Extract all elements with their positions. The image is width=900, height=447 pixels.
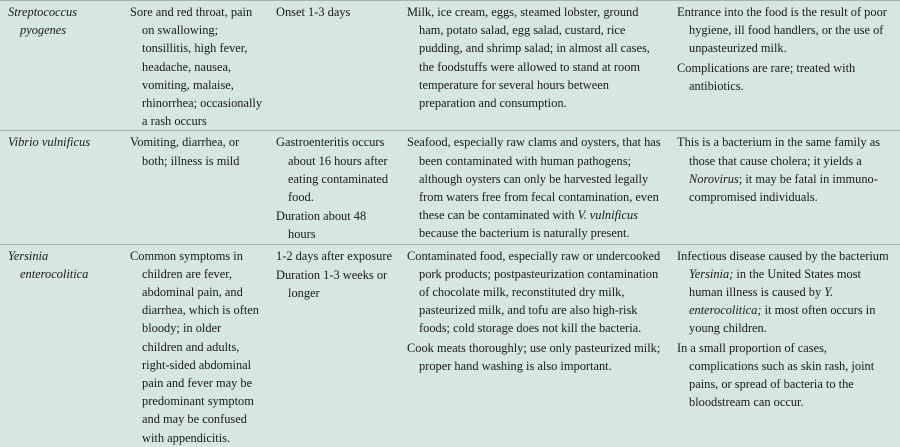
- onset-text: Onset 1-3 days: [276, 5, 351, 19]
- symptoms-text: Common symptoms in children are fever, abdominal pain, and diarrhea, which is often bloody; in older children and adults, right-sided abdominal pain and fever may be predominant symptom and may be confused with appendicitis.: [130, 248, 259, 445]
- onset-text: Duration 1-3 weeks or longer: [276, 267, 388, 301]
- organism-cell: [0, 244, 124, 447]
- organism-name: Streptococcus pyogenes: [8, 5, 78, 38]
- onset-text: 1-2 days after exposure: [276, 248, 392, 263]
- symptoms-text: Sore and red throat, pain on swallowing; tonsillitis, high fever, headache, nausea, vomiting, malaise, rhinorrhea; occasionally a rash occurs: [130, 5, 263, 129]
- foods-text: Contaminated food, especially raw or undercooked pork products; postpasteurization contamination of chocolate milk, reconstituted dry milk, pasteurized milk, and tofu are also high-risk foods; cold storage does not kill the bacteria.: [407, 248, 661, 336]
- notes-text: Infectious disease caused by the bacterium Yersinia; in the United States most human illness is caused by Y. enterocolitica; it most often occurs in young children.: [677, 248, 889, 336]
- foods-text: Cook meats thoroughly; use only pasteurized milk; proper hand washing is also important.: [407, 340, 661, 373]
- notes-cell: [671, 131, 900, 244]
- notes-text: This is a bacterium in the same family as those that cause cholera; it yields a Norovirus; it may be fatal in immuno-compromised individuals.: [677, 135, 881, 205]
- symptoms-text: Vomiting, diarrhea, or both; illness is mild: [130, 135, 240, 168]
- organism-cell: [0, 1, 124, 131]
- notes-cell: [671, 1, 900, 131]
- symptoms-cell: [124, 131, 270, 244]
- onset-cell: [270, 131, 401, 244]
- notes-text: In a small proportion of cases, complications such as skin rash, joint pains, or spread of bacteria to the bloodstream can occur.: [677, 340, 875, 410]
- onset-cell: [270, 1, 401, 131]
- symptoms-cell: [124, 244, 270, 447]
- onset-text: Duration about 48 hours: [276, 209, 367, 242]
- foods-cell: [401, 131, 671, 244]
- notes-text: Entrance into the food is the result of poor hygiene, ill food handlers, or the use of unpasteurized milk.: [677, 5, 887, 56]
- notes-cell: [671, 244, 900, 447]
- organism-name: Yersinia enterocolitica: [8, 248, 89, 281]
- foods-cell: [401, 244, 671, 447]
- table-row: [0, 244, 900, 447]
- organism-name: Vibrio vulnificus: [8, 135, 91, 150]
- foods-text: Milk, ice cream, eggs, steamed lobster, ground ham, potato salad, egg salad, custard, rice pudding, and shrimp salad; in almost all cases, the foodstuffs were allowed to stand at room temperature for several hours between preparation and consumption.: [407, 5, 650, 111]
- foods-text: Seafood, especially raw clams and oysters, that has been contaminated with human pathogens; although oysters can only be harvested legally from waters free from fecal contamination, even these can be contaminated with V. vulnificus because the bacterium is naturally present.: [407, 135, 661, 241]
- onset-cell: [270, 244, 401, 447]
- table-row: [0, 131, 900, 244]
- symptoms-cell: [124, 1, 270, 131]
- organism-cell: [0, 131, 124, 244]
- table-row: [0, 1, 900, 131]
- onset-text: Gastroenteritis occurs about 16 hours after eating contaminated food.: [276, 135, 389, 205]
- foods-cell: [401, 1, 671, 131]
- notes-text: Complications are rare; treated with antibiotics.: [677, 60, 856, 93]
